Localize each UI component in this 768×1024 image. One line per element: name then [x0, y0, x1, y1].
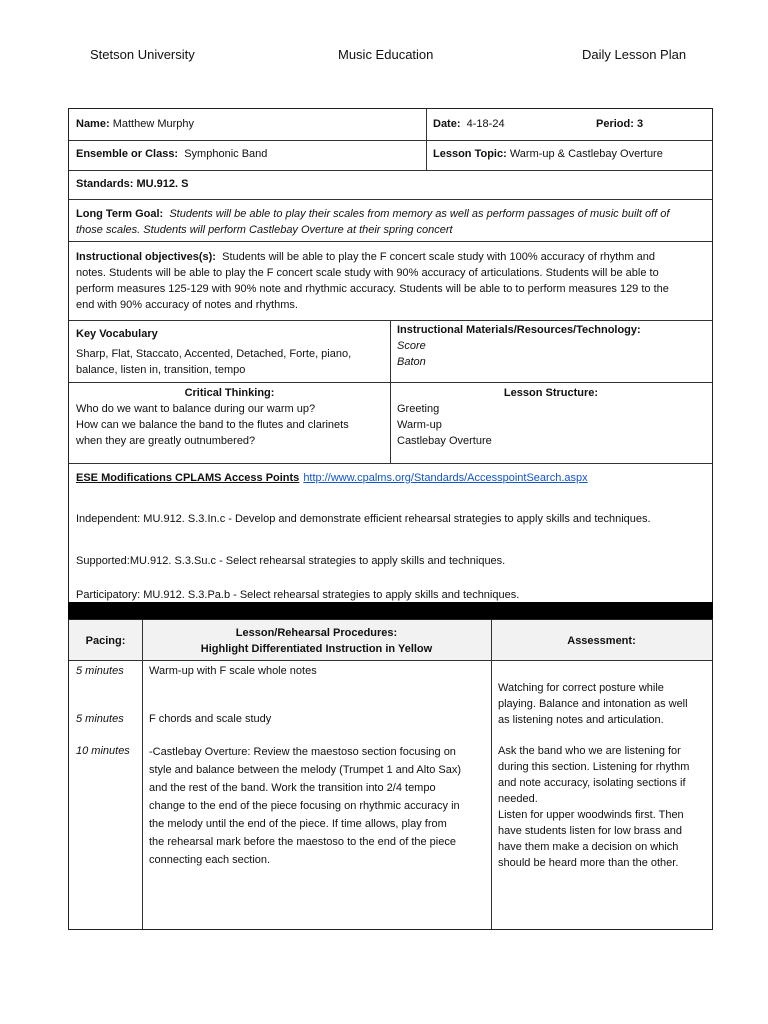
- structure-item: Greeting: [397, 403, 440, 415]
- lesson-procedures-header: Lesson/Rehearsal Procedures: Highlight Differentiated Instruction in Yellow: [200, 627, 433, 655]
- materials: [390, 320, 712, 372]
- structure-label: Lesson Structure:: [503, 387, 599, 399]
- standards-field: [69, 174, 195, 194]
- class-field: [69, 144, 426, 164]
- assessment-header: Assessment:: [567, 635, 636, 647]
- standards-text: Standards: MU.912. S: [76, 178, 189, 190]
- materials-label: Instructional Materials/Resources/Technology:: [397, 324, 641, 336]
- vocab-label: Key Vocabulary: [76, 328, 158, 340]
- pacing-item: 10 minutes: [76, 745, 130, 757]
- name-value: Matthew Murphy: [112, 118, 194, 130]
- header-department: Music Education: [338, 47, 434, 62]
- goal-label: Long Term Goal:: [76, 208, 164, 220]
- date-field: [426, 114, 586, 134]
- ese-modifications: [69, 468, 711, 488]
- procedures-table: [68, 619, 713, 930]
- vocab-line-1: Sharp, Flat, Staccato, Accented, Detached, Forte, piano,: [76, 348, 352, 360]
- critical-line: Who do we want to balance during our warm up?: [76, 403, 316, 415]
- objectives-line-2: notes. Students will be able to play the F concert scale study with 90% accuracy of articulations. Students will be able to: [76, 267, 659, 279]
- objectives-line-1: Students will be able to play the F concert scale study with 100% accuracy of rhythm and: [222, 251, 655, 263]
- ese-label: ESE Modifications CPLAMS Access Points: [76, 472, 300, 484]
- lesson-structure: [390, 383, 712, 451]
- pacing-item: 5 minutes: [76, 713, 124, 725]
- objectives-line-3: perform measures 125-129 with 90% note and rhythmic accuracy. Students will be able to to perform measures 129 to the: [76, 283, 669, 295]
- pacing-header: Pacing:: [85, 635, 126, 647]
- goal-line-1: Students will be able to play their scales from memory as well as perform passages of music built off of: [169, 208, 670, 220]
- structure-item: Castlebay Overture: [397, 435, 492, 447]
- header-university: Stetson University: [90, 47, 195, 62]
- vocab-line-2: balance, listen in, transition, tempo: [76, 364, 246, 376]
- period-field: [589, 114, 709, 134]
- long-term-goal: [69, 204, 711, 240]
- ese-participatory: Participatory: MU.912. S.3.Pa.b - Select rehearsal strategies to apply skills and techniques.: [76, 589, 520, 601]
- ese-independent: Independent: MU.912. S.3.In.c - Develop and demonstrate efficient rehearsal strategies to apply skills and techniques.: [76, 513, 651, 525]
- separator-bar: [68, 602, 713, 619]
- objectives-line-4: end with 90% accuracy of notes and rhythms.: [76, 299, 298, 311]
- critical-thinking: [69, 383, 390, 451]
- lesson-info-table: [68, 108, 713, 603]
- structure-item: Warm-up: [397, 419, 442, 431]
- assessment-item: Ask the band who we are listening for during this section. Listening for rhythm and note accuracy, isolating sections if needed. Listen for upper woodwinds first. Then have students listen for low brass and have them make a decision on which should be heard more than the other.: [498, 745, 690, 869]
- procedure-step: Warm-up with F scale whole notes: [149, 665, 317, 677]
- critical-label: Critical Thinking:: [184, 387, 275, 399]
- class-value: Symphonic Band: [184, 148, 268, 160]
- period-label: Period:: [596, 118, 634, 130]
- critical-line: when they are greatly outnumbered?: [76, 435, 256, 447]
- instructional-objectives: [69, 247, 711, 315]
- period-value: 3: [636, 118, 644, 130]
- pacing-item: 5 minutes: [76, 665, 124, 677]
- critical-line: How can we balance the band to the flutes and clarinets: [76, 419, 349, 431]
- material-item: Score: [397, 340, 426, 352]
- assessment-item: Watching for correct posture while playing. Balance and intonation as well as listening notes and articulation.: [498, 682, 688, 726]
- topic-field: [426, 144, 711, 164]
- cpalms-link[interactable]: http://www.cpalms.org/Standards/AccesspointSearch.aspx: [303, 472, 588, 484]
- objectives-label: Instructional objectives(s):: [76, 251, 216, 263]
- procedure-step-castlebay: -Castlebay Overture: Review the maestoso section focusing on style and balance between the melody (Trumpet 1 and Alto Sax) and the rest of the band. Work the transition into 2/4 tempo change to the end of the piece focusing on rhythmic accuracy in the melody until the end of the piece. If time allows, play from the rehearsal mark before the maestoso to the end of the piece connecting each section.: [149, 746, 462, 866]
- topic-label: Lesson Topic:: [433, 148, 507, 160]
- header-doc-type: Daily Lesson Plan: [582, 47, 687, 62]
- ese-supported: Supported:MU.912. S.3.Su.c - Select rehearsal strategies to apply skills and techniques.: [76, 555, 506, 567]
- date-label: Date:: [433, 118, 461, 130]
- date-value: 4-18-24: [466, 118, 505, 130]
- goal-line-2: those scales. Students will perform Castlebay Overture at their spring concert: [76, 224, 453, 236]
- topic-value: Warm-up & Castlebay Overture: [509, 148, 663, 160]
- name-label: Name:: [76, 118, 110, 130]
- class-label: Ensemble or Class:: [76, 148, 179, 160]
- material-item: Baton: [397, 356, 426, 368]
- procedure-step: F chords and scale study: [149, 713, 272, 725]
- key-vocabulary: [69, 323, 390, 380]
- name-field: [69, 114, 426, 134]
